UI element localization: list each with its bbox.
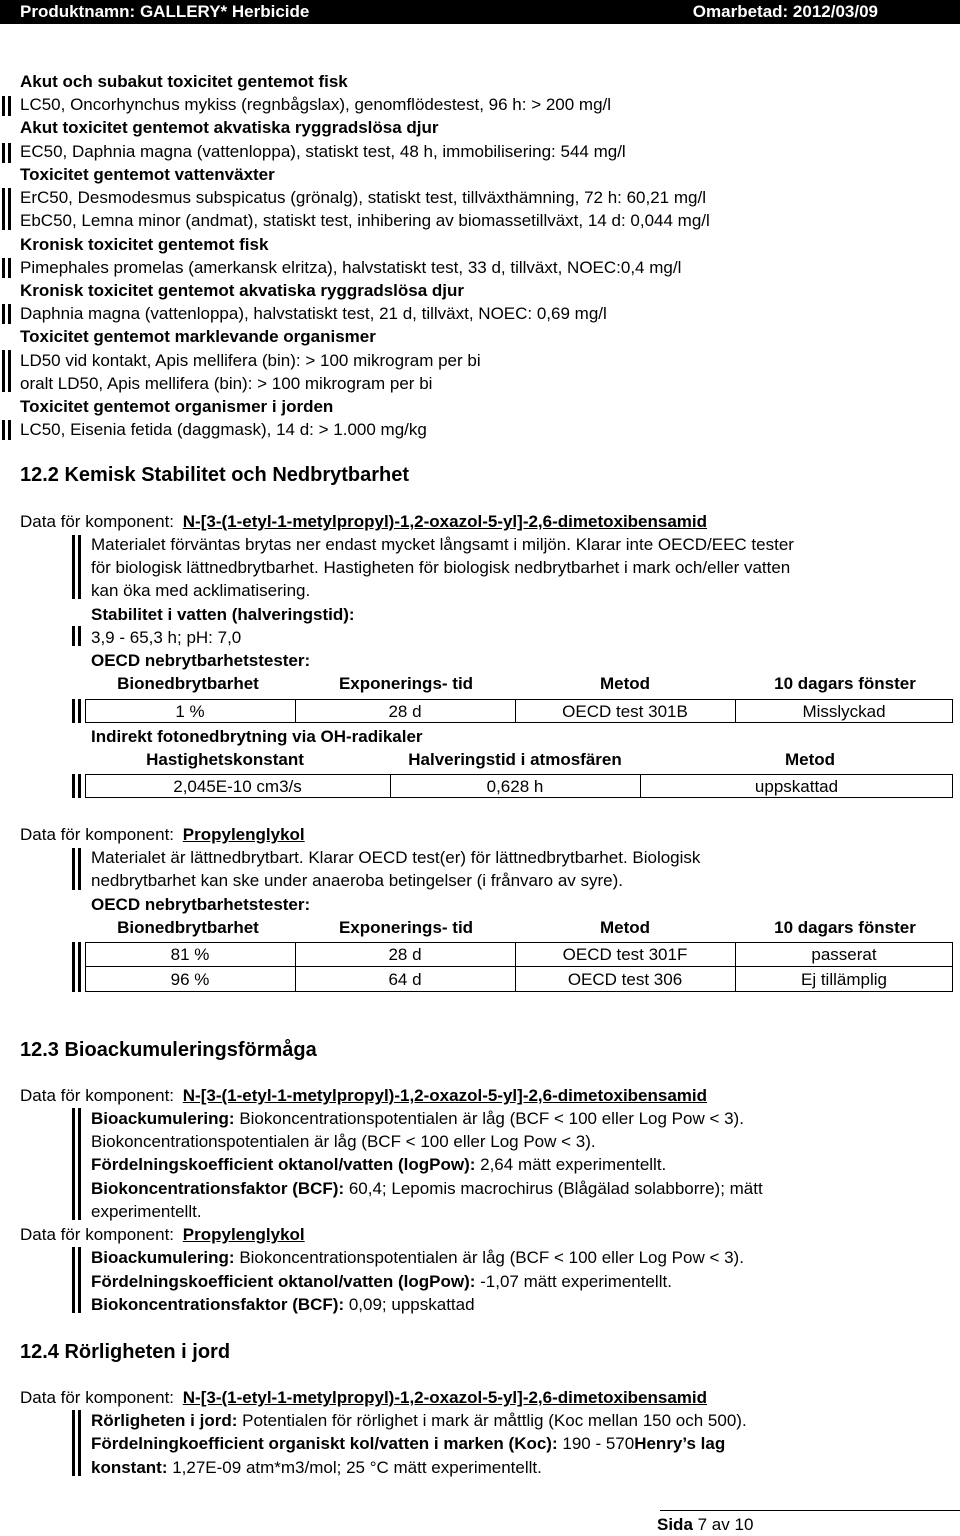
fish-chronic-value: Pimephales promelas (amerkansk elritza), halvstatiskt test, 33 d, tillväxt, NOEC:0,4 mg/l: [20, 258, 682, 277]
bioaccumulation-line: Bioackumulering: Biokoncentrationspotentialen är låg (BCF < 100 eller Log Pow < 3).: [91, 1248, 744, 1267]
fish-chronic-heading: Kronisk toxicitet gentemot fisk: [20, 235, 269, 254]
component-label: Data för komponent:: [20, 825, 175, 844]
logpow-line: Fördelningskoefficient oktanol/vatten (logPow): 2,64 mätt experimentellt.: [91, 1155, 667, 1174]
stability-value: 3,9 - 65,3 h; pH: 7,0: [91, 628, 242, 647]
row-divider: [85, 966, 953, 967]
mobility-line: Rörligheten i jord: Potentialen för rörlighet i mark är måttlig (Koc mellan 150 och 500).: [91, 1411, 747, 1430]
change-bar: [2, 143, 5, 163]
degradation-text-1: Materialet förväntas brytas ner endast mycket långsamt i miljön. Klarar inte OECD/EEC tester: [91, 535, 794, 554]
invert-acute-heading: Akut toxicitet gentemot akvatiska ryggradslösa djur: [20, 118, 439, 137]
change-bar: [2, 96, 5, 116]
component-name: Propylenglykol: [182, 1225, 305, 1244]
col-header-window: 10 dagars fönster: [774, 674, 916, 693]
cell-exposure: 28 d: [388, 702, 422, 721]
cell-window: passerat: [811, 945, 877, 964]
change-bar: [72, 848, 75, 890]
change-bar: [8, 258, 11, 278]
cell-method: OECD test 301F: [562, 945, 688, 964]
component-line-3: [20, 1084, 707, 1107]
component-line-4: [20, 1223, 305, 1246]
cell-window: Misslyckad: [802, 702, 886, 721]
cell-biodeg: 1 %: [175, 702, 205, 721]
plants-value-1: ErC50, Desmodesmus subspicatus (grönalg), statiskt test, tillväxthämning, 72 h: 60,21 mg/l: [20, 188, 706, 207]
oecd-heading-2: OECD nebrytbarhetstester:: [91, 895, 311, 914]
propylene-text-1: Materialet är lättnedbrytbart. Klarar OECD test(er) för lättnedbrytbarhet. Biologisk: [91, 848, 701, 867]
plants-value-2: EbC50, Lemna minor (andmat), statiskt test, inhibering av biomassetillväxt, 14 d: 0,044 mg/l: [20, 211, 710, 230]
col-header-biodegradability: Bionedbrytbarhet: [117, 918, 259, 937]
change-bar: [78, 774, 81, 798]
page-number: Sida 7 av 10: [657, 1515, 754, 1534]
change-bar: [8, 188, 11, 230]
bcf-line: Biokoncentrationsfaktor (BCF): 0,09; uppskattad: [91, 1295, 475, 1314]
change-bar: [78, 699, 81, 723]
cell-biodeg: 81 %: [170, 945, 210, 964]
propylene-text-2: nedbrytbarhet kan ske under anaeroba betingelser (i frånvaro av syre).: [91, 871, 624, 890]
col-header-window: 10 dagars fönster: [774, 918, 916, 937]
page-header: [0, 0, 960, 24]
change-bar: [8, 304, 11, 324]
product-name: Produktnamn: GALLERY* Herbicide: [20, 2, 310, 21]
change-bar: [78, 848, 81, 890]
component-name: N-[3-(1-etyl-1-metylpropyl)-1,2-oxazol-5-yl]-2,6-dimetoxibensamid: [182, 1086, 708, 1105]
invert-chronic-heading: Kronisk toxicitet gentemot akvatiska ryggradslösa djur: [20, 281, 465, 300]
component-label: Data för komponent:: [20, 512, 175, 531]
footer-rule: [660, 1510, 960, 1511]
fish-acute-value: LC50, Oncorhynchus mykiss (regnbågslax), genomflödestest, 96 h: > 200 mg/l: [20, 95, 612, 114]
cell-rate: 2,045E-10 cm3/s: [173, 777, 302, 796]
stability-heading: Stabilitet i vatten (halveringstid):: [91, 605, 355, 624]
invert-acute-value: EC50, Daphnia magna (vattenloppa), statiskt test, 48 h, immobilisering: 544 mg/l: [20, 142, 626, 161]
soil-organisms-value-2: oralt LD50, Apis mellifera (bin): > 100 mikrogram per bi: [20, 374, 433, 393]
revision-date: Omarbetad: 2012/03/09: [692, 2, 878, 21]
change-bar: [78, 626, 81, 646]
change-bar: [72, 699, 75, 723]
section-12-2-title: 12.2 Kemisk Stabilitet och Nedbrytbarhet: [20, 464, 410, 486]
change-bar: [72, 1247, 75, 1313]
change-bar: [78, 1247, 81, 1313]
component-name: Propylenglykol: [182, 825, 305, 844]
soil-organisms-value-1: LD50 vid kontakt, Apis mellifera (bin): > 100 mikrogram per bi: [20, 351, 481, 370]
plants-heading: Toxicitet gentemot vattenväxter: [20, 165, 275, 184]
cell-biodeg: 96 %: [170, 970, 210, 989]
change-bar: [72, 774, 75, 798]
invert-chronic-value: Daphnia magna (vattenloppa), halvstatiskt test, 21 d, tillväxt, NOEC: 0,69 mg/l: [20, 304, 607, 323]
section-12-3-title: 12.3 Bioackumuleringsförmåga: [20, 1039, 317, 1061]
cell-method-2: uppskattad: [754, 777, 839, 796]
change-bar: [2, 420, 5, 440]
change-bar: [72, 626, 75, 646]
change-bar: [78, 535, 81, 599]
section-12-4-title: 12.4 Rörligheten i jord: [20, 1341, 231, 1363]
component-line-5: [20, 1386, 707, 1409]
henry-line: konstant: 1,27E-09 atm*m3/mol; 25 °C mätt experimentellt.: [91, 1458, 542, 1477]
earth-organisms-heading: Toxicitet gentemot organismer i jorden: [20, 397, 334, 416]
cell-halflife: 0,628 h: [486, 777, 544, 796]
change-bar: [2, 350, 5, 392]
earth-organisms-value: LC50, Eisenia fetida (daggmask), 14 d: > 1.000 mg/kg: [20, 420, 427, 439]
cell-exposure: 28 d: [388, 945, 422, 964]
photodegradation-heading: Indirekt fotonedbrytning via OH-radikaler: [91, 727, 423, 746]
component-label: Data för komponent:: [20, 1388, 175, 1407]
component-line-1: [20, 510, 707, 533]
oecd-heading: OECD nebrytbarhetstester:: [91, 651, 311, 670]
col-header-method-2: Metod: [784, 750, 836, 769]
component-label: Data för komponent:: [20, 1225, 175, 1244]
cell-window: Ej tillämplig: [801, 970, 887, 989]
change-bar: [8, 350, 11, 392]
degradation-text-2: för biologisk lättnedbrytbarhet. Hastigheten för biologisk nedbrytbarhet i mark och/eller vatten: [91, 558, 791, 577]
degradation-text-3: kan öka med acklimatisering.: [91, 581, 311, 600]
change-bar: [78, 1108, 81, 1220]
col-header-biodegradability: Bionedbrytbarhet: [117, 674, 259, 693]
change-bar: [78, 942, 81, 992]
col-header-rate: Hastighetskonstant: [146, 750, 304, 769]
col-header-halflife: Halveringstid i atmosfären: [408, 750, 622, 769]
col-header-method: Metod: [599, 918, 651, 937]
cell-method: OECD test 306: [567, 970, 683, 989]
change-bar: [2, 188, 5, 230]
change-bar: [8, 96, 11, 116]
change-bar: [8, 420, 11, 440]
col-header-method: Metod: [599, 674, 651, 693]
component-name: N-[3-(1-etyl-1-metylpropyl)-1,2-oxazol-5-yl]-2,6-dimetoxibensamid: [182, 512, 708, 531]
cell-exposure: 64 d: [388, 970, 422, 989]
component-name: N-[3-(1-etyl-1-metylpropyl)-1,2-oxazol-5-yl]-2,6-dimetoxibensamid: [182, 1388, 708, 1407]
change-bar: [8, 143, 11, 163]
bcf-line: Biokoncentrationsfaktor (BCF): 60,4; Lepomis macrochirus (Blågälad solabborre); mätt: [91, 1179, 763, 1198]
change-bar: [78, 1410, 81, 1476]
component-label: Data för komponent:: [20, 1086, 175, 1105]
soil-organisms-heading: Toxicitet gentemot marklevande organismer: [20, 327, 376, 346]
fish-acute-heading: Akut och subakut toxicitet gentemot fisk: [20, 72, 348, 91]
change-bar: [72, 942, 75, 992]
bcf-line-cont: experimentellt.: [91, 1202, 202, 1221]
change-bar: [2, 304, 5, 324]
change-bar: [72, 1108, 75, 1220]
logpow-line: Fördelningskoefficient oktanol/vatten (logPow): -1,07 mätt experimentellt.: [91, 1272, 672, 1291]
bioconcentration-line: Biokoncentrationspotentialen är låg (BCF < 100 eller Log Pow < 3).: [91, 1132, 596, 1151]
change-bar: [72, 535, 75, 599]
change-bar: [2, 258, 5, 278]
col-header-exposure: Exponerings- tid: [338, 674, 474, 693]
change-bar: [72, 1410, 75, 1476]
component-line-2: [20, 823, 305, 846]
cell-method: OECD test 301B: [562, 702, 688, 721]
col-header-exposure: Exponerings- tid: [338, 918, 474, 937]
bioaccumulation-line: Bioackumulering: Biokoncentrationspotentialen är låg (BCF < 100 eller Log Pow < 3).: [91, 1109, 744, 1128]
koc-line: Fördelningkoefficient organiskt kol/vatten i marken (Koc): 190 - 570Henry’s lag: [91, 1434, 726, 1453]
